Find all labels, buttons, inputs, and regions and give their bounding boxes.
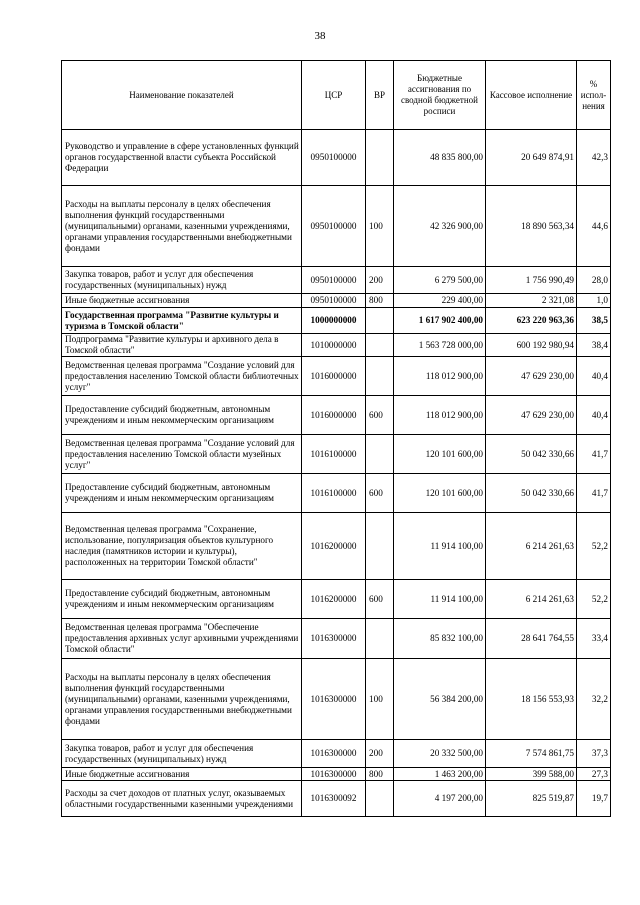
table-row <box>62 659 611 740</box>
cell-budget: 1 563 728 000,00 <box>394 334 486 357</box>
cell-pct: 44,6 <box>577 186 611 267</box>
cell-vr: 600 <box>366 580 394 619</box>
cell-vr <box>366 334 394 357</box>
cell-cash: 18 890 563,34 <box>486 186 577 267</box>
cell-name: Иные бюджетные ассигнования <box>62 768 302 781</box>
table-row <box>62 294 611 308</box>
cell-vr <box>366 130 394 186</box>
cell-pct: 41,7 <box>577 435 611 474</box>
cell-pct: 40,4 <box>577 396 611 435</box>
cell-pct: 52,2 <box>577 580 611 619</box>
cell-name: Ведомственная целевая программа "Сохранение, использование, популяризация объектов культурного наследия (памятников истории и культуры), расположенных на территории Томской области" <box>62 513 302 580</box>
cell-csr: 1016300000 <box>302 659 366 740</box>
cell-csr: 1016100000 <box>302 474 366 513</box>
cell-budget: 6 279 500,00 <box>394 267 486 294</box>
table-row <box>62 186 611 267</box>
cell-pct: 37,3 <box>577 740 611 768</box>
cell-name: Предоставление субсидий бюджетным, автономным учреждениям и иным некоммерческим организациям <box>62 396 302 435</box>
header-budget: Бюджетные ассигнования по сводной бюджетной росписи <box>394 61 486 130</box>
cell-cash: 28 641 764,55 <box>486 619 577 659</box>
header-csr: ЦСР <box>302 61 366 130</box>
cell-csr: 1016200000 <box>302 580 366 619</box>
cell-csr: 1016100000 <box>302 435 366 474</box>
table-row <box>62 396 611 435</box>
cell-vr: 200 <box>366 267 394 294</box>
cell-cash: 825 519,87 <box>486 781 577 817</box>
cell-name: Ведомственная целевая программа "Обеспечение предоставления архивных услуг архивными учреждениями Томской области" <box>62 619 302 659</box>
cell-vr: 800 <box>366 768 394 781</box>
cell-csr: 1016300000 <box>302 768 366 781</box>
cell-name: Ведомственная целевая программа "Создание условий для предоставления населению Томской области библиотечных услуг" <box>62 357 302 396</box>
cell-vr <box>366 435 394 474</box>
cell-pct: 32,2 <box>577 659 611 740</box>
cell-name: Подпрограмма "Развитие культуры и архивного дела в Томской области" <box>62 334 302 357</box>
table-row <box>62 435 611 474</box>
cell-csr: 1016300092 <box>302 781 366 817</box>
cell-csr: 1016300000 <box>302 619 366 659</box>
cell-name: Государственная программа "Развитие культуры и туризма в Томской области" <box>62 308 302 334</box>
cell-cash: 7 574 861,75 <box>486 740 577 768</box>
cell-pct: 33,4 <box>577 619 611 659</box>
cell-budget: 4 197 200,00 <box>394 781 486 817</box>
header-name: Наименование показателей <box>62 61 302 130</box>
table-row <box>62 619 611 659</box>
cell-cash: 399 588,00 <box>486 768 577 781</box>
cell-name: Закупка товаров, работ и услуг для обеспечения государственных (муниципальных) нужд <box>62 267 302 294</box>
cell-pct: 38,4 <box>577 334 611 357</box>
table-row <box>62 513 611 580</box>
cell-pct: 38,5 <box>577 308 611 334</box>
cell-budget: 20 332 500,00 <box>394 740 486 768</box>
table-row <box>62 474 611 513</box>
cell-vr: 100 <box>366 659 394 740</box>
cell-vr <box>366 513 394 580</box>
table-body <box>62 130 611 817</box>
header-pct: % испол-нения <box>577 61 611 130</box>
cell-vr: 200 <box>366 740 394 768</box>
cell-budget: 11 914 100,00 <box>394 513 486 580</box>
cell-name: Руководство и управление в сфере установленных функций органов государственной власти субъекта Российской Федерации <box>62 130 302 186</box>
table-row <box>62 308 611 334</box>
cell-budget: 85 832 100,00 <box>394 619 486 659</box>
cell-budget: 120 101 600,00 <box>394 474 486 513</box>
page-number: 38 <box>314 30 326 42</box>
cell-cash: 600 192 980,94 <box>486 334 577 357</box>
table-row <box>62 740 611 768</box>
table-row <box>62 768 611 781</box>
cell-csr: 0950100000 <box>302 294 366 308</box>
cell-pct: 28,0 <box>577 267 611 294</box>
cell-csr: 0950100000 <box>302 130 366 186</box>
cell-cash: 47 629 230,00 <box>486 357 577 396</box>
cell-cash: 18 156 553,93 <box>486 659 577 740</box>
cell-budget: 1 463 200,00 <box>394 768 486 781</box>
table-row <box>62 781 611 817</box>
cell-name: Закупка товаров, работ и услуг для обеспечения государственных (муниципальных) нужд <box>62 740 302 768</box>
cell-pct: 1,0 <box>577 294 611 308</box>
cell-cash: 2 321,08 <box>486 294 577 308</box>
cell-cash: 623 220 963,36 <box>486 308 577 334</box>
cell-csr: 1000000000 <box>302 308 366 334</box>
cell-csr: 1016300000 <box>302 740 366 768</box>
header-cash: Кассовое исполнение <box>486 61 577 130</box>
cell-pct: 41,7 <box>577 474 611 513</box>
cell-cash: 1 756 990,49 <box>486 267 577 294</box>
cell-budget: 120 101 600,00 <box>394 435 486 474</box>
cell-vr <box>366 781 394 817</box>
cell-name: Расходы на выплаты персоналу в целях обеспечения выполнения функций государственными (муниципальными) органами, казенными учреждениями, органами управления государственными внебюджетными фондами <box>62 659 302 740</box>
cell-pct: 27,3 <box>577 768 611 781</box>
cell-pct: 19,7 <box>577 781 611 817</box>
cell-pct: 42,3 <box>577 130 611 186</box>
cell-budget: 118 012 900,00 <box>394 396 486 435</box>
cell-csr: 1016000000 <box>302 396 366 435</box>
header-vr: ВР <box>366 61 394 130</box>
cell-vr: 100 <box>366 186 394 267</box>
cell-name: Предоставление субсидий бюджетным, автономным учреждениям и иным некоммерческим организациям <box>62 474 302 513</box>
cell-cash: 47 629 230,00 <box>486 396 577 435</box>
cell-name: Предоставление субсидий бюджетным, автономным учреждениям и иным некоммерческим организациям <box>62 580 302 619</box>
table-row <box>62 580 611 619</box>
cell-cash: 20 649 874,91 <box>486 130 577 186</box>
cell-budget: 1 617 902 400,00 <box>394 308 486 334</box>
cell-cash: 50 042 330,66 <box>486 474 577 513</box>
table-row <box>62 130 611 186</box>
cell-vr <box>366 308 394 334</box>
table-row <box>62 334 611 357</box>
cell-budget: 229 400,00 <box>394 294 486 308</box>
cell-vr <box>366 357 394 396</box>
cell-pct: 40,4 <box>577 357 611 396</box>
cell-vr: 600 <box>366 474 394 513</box>
cell-cash: 6 214 261,63 <box>486 580 577 619</box>
table-row <box>62 357 611 396</box>
cell-budget: 11 914 100,00 <box>394 580 486 619</box>
cell-vr <box>366 619 394 659</box>
cell-budget: 118 012 900,00 <box>394 357 486 396</box>
cell-name: Ведомственная целевая программа "Создание условий для предоставления населению Томской области музейных услуг" <box>62 435 302 474</box>
cell-csr: 0950100000 <box>302 186 366 267</box>
cell-budget: 42 326 900,00 <box>394 186 486 267</box>
table-header-row <box>62 61 611 130</box>
budget-execution-table <box>61 60 611 817</box>
cell-csr: 1010000000 <box>302 334 366 357</box>
cell-cash: 50 042 330,66 <box>486 435 577 474</box>
cell-vr: 600 <box>366 396 394 435</box>
cell-csr: 1016000000 <box>302 357 366 396</box>
cell-name: Расходы на выплаты персоналу в целях обеспечения выполнения функций государственными (муниципальными) органами, казенными учреждениями, органами управления государственными внебюджетными фондами <box>62 186 302 267</box>
cell-csr: 0950100000 <box>302 267 366 294</box>
table-row <box>62 267 611 294</box>
cell-csr: 1016200000 <box>302 513 366 580</box>
cell-cash: 6 214 261,63 <box>486 513 577 580</box>
cell-name: Расходы за счет доходов от платных услуг, оказываемых областными государственными казенными учреждениями <box>62 781 302 817</box>
cell-pct: 52,2 <box>577 513 611 580</box>
cell-vr: 800 <box>366 294 394 308</box>
cell-budget: 48 835 800,00 <box>394 130 486 186</box>
cell-budget: 56 384 200,00 <box>394 659 486 740</box>
cell-name: Иные бюджетные ассигнования <box>62 294 302 308</box>
